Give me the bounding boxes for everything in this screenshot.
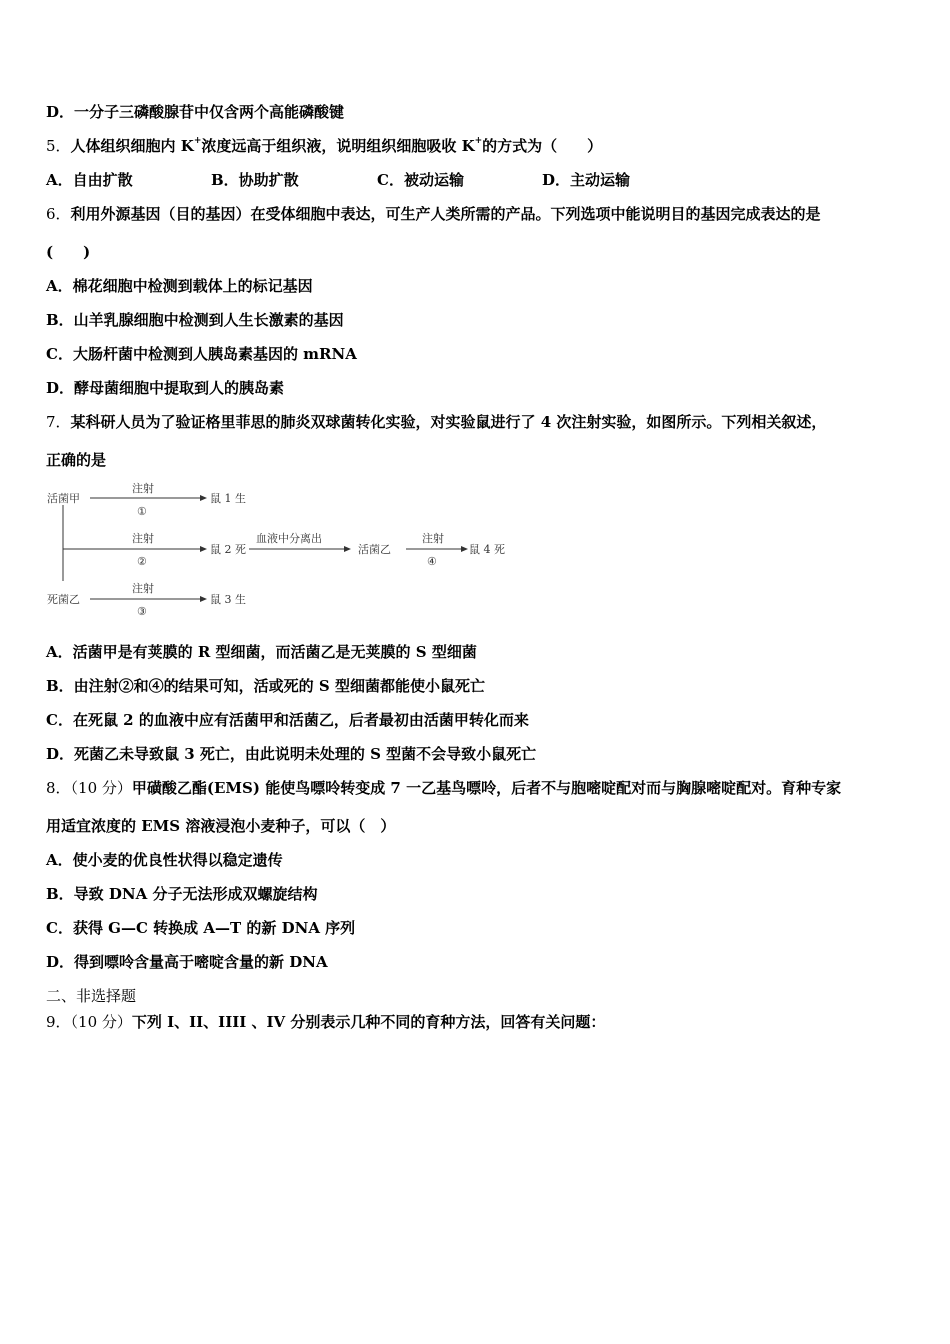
label-step-1: ① bbox=[137, 505, 147, 518]
q5-stem: 5．人体组织细胞内 K+浓度远高于组织液，说明组织细胞吸收 K+的方式为（ ） bbox=[46, 136, 603, 155]
q9-stem: 9．（10 分）下列 I、II、IIII 、IV 分别表示几种不同的育种方法，回答有关问题： bbox=[46, 1013, 606, 1031]
q5-option-c: C．被动运输 bbox=[377, 171, 464, 189]
arrow-2-head bbox=[200, 546, 207, 552]
label-step-2: ② bbox=[137, 555, 147, 568]
label-mouse-3: 鼠 3 生 bbox=[210, 593, 246, 606]
q6-option-a: A．棉花细胞中检测到载体上的标记基因 bbox=[46, 277, 313, 295]
q9-number: 9．（10 分） bbox=[46, 1013, 132, 1031]
q6-blank: ( ) bbox=[46, 243, 91, 261]
q8-number: 8．（10 分） bbox=[46, 779, 132, 797]
q5-options bbox=[46, 170, 746, 190]
q8-option-a: A．使小麦的优良性状得以稳定遗传 bbox=[46, 851, 283, 869]
label-live-b: 活菌乙 bbox=[358, 543, 391, 556]
q6-stem: 6．利用外源基因（目的基因）在受体细胞中表达，可生产人类所需的产品。下列选项中能说明目的基因完成表达的是 bbox=[46, 205, 821, 223]
q4-option-d: D．一分子三磷酸腺苷中仅含两个高能磷酸键 bbox=[46, 103, 345, 121]
label-inject-4: 注射 bbox=[422, 532, 444, 545]
q5-option-b: B．协助扩散 bbox=[211, 171, 299, 189]
q8-option-c: C．获得 G—C 转换成 A—T 的新 DNA 序列 bbox=[46, 919, 356, 937]
arrow-1-head bbox=[200, 495, 207, 501]
q7-stem-continued: 正确的是 bbox=[46, 451, 107, 469]
q6-number: 6． bbox=[46, 205, 71, 223]
label-step-4: ④ bbox=[427, 555, 437, 568]
label-live-a: 活菌甲 bbox=[47, 492, 80, 505]
section-heading-nonchoice: 二、非选择题 bbox=[46, 987, 137, 1005]
label-inject-3: 注射 bbox=[132, 582, 154, 595]
q7-option-d: D．死菌乙未导致鼠 3 死亡，由此说明未处理的 S 型菌不会导致小鼠死亡 bbox=[46, 745, 537, 763]
q8-stem: 8．（10 分）甲磺酸乙酯(EMS) 能使鸟嘌呤转变成 7 一乙基鸟嘌呤，后者不与胞嘧啶配对而与胸腺嘧啶配对。育种专家 bbox=[46, 779, 842, 797]
label-step-3: ③ bbox=[137, 605, 147, 618]
q6-option-d: D．酵母菌细胞中提取到人的胰岛素 bbox=[46, 379, 285, 397]
q7-injection-diagram bbox=[44, 478, 514, 618]
q5-option-d: D．主动运输 bbox=[542, 171, 631, 189]
label-dead-b: 死菌乙 bbox=[47, 593, 80, 606]
label-inject-2: 注射 bbox=[132, 532, 154, 545]
label-mouse-2: 鼠 2 死 bbox=[210, 543, 246, 556]
q5-number: 5． bbox=[46, 137, 71, 155]
q5-option-a: A．自由扩散 bbox=[46, 171, 133, 189]
label-mouse-1: 鼠 1 生 bbox=[210, 492, 246, 505]
q8-option-d: D．得到嘌呤含量高于嘧啶含量的新 DNA bbox=[46, 953, 328, 971]
label-mouse-4: 鼠 4 死 bbox=[469, 543, 505, 556]
q7-number: 7． bbox=[46, 413, 71, 431]
arrow-4-head bbox=[461, 546, 468, 552]
q8-stem-continued: 用适宜浓度的 EMS 溶液浸泡小麦种子，可以（ ） bbox=[46, 817, 396, 835]
q7-option-b: B．由注射②和④的结果可知，活或死的 S 型细菌都能使小鼠死亡 bbox=[46, 677, 485, 695]
label-inject-1: 注射 bbox=[132, 482, 154, 495]
arrow-5-head bbox=[200, 596, 207, 602]
q7-option-c: C．在死鼠 2 的血液中应有活菌甲和活菌乙，后者最初由活菌甲转化而来 bbox=[46, 711, 529, 729]
q6-option-c: C．大肠杆菌中检测到人胰岛素基因的 mRNA bbox=[46, 345, 357, 363]
q7-stem: 7．某科研人员为了验证格里菲思的肺炎双球菌转化实验，对实验鼠进行了 4 次注射实验，如图所示。下列相关叙述， bbox=[46, 413, 827, 431]
arrow-3-head bbox=[344, 546, 351, 552]
q6-option-b: B．山羊乳腺细胞中检测到人生长激素的基因 bbox=[46, 311, 344, 329]
q7-option-a: A．活菌甲是有荚膜的 R 型细菌，而活菌乙是无荚膜的 S 型细菌 bbox=[46, 643, 477, 661]
label-separate: 血液中分离出 bbox=[256, 532, 322, 545]
q8-option-b: B．导致 DNA 分子无法形成双螺旋结构 bbox=[46, 885, 318, 903]
